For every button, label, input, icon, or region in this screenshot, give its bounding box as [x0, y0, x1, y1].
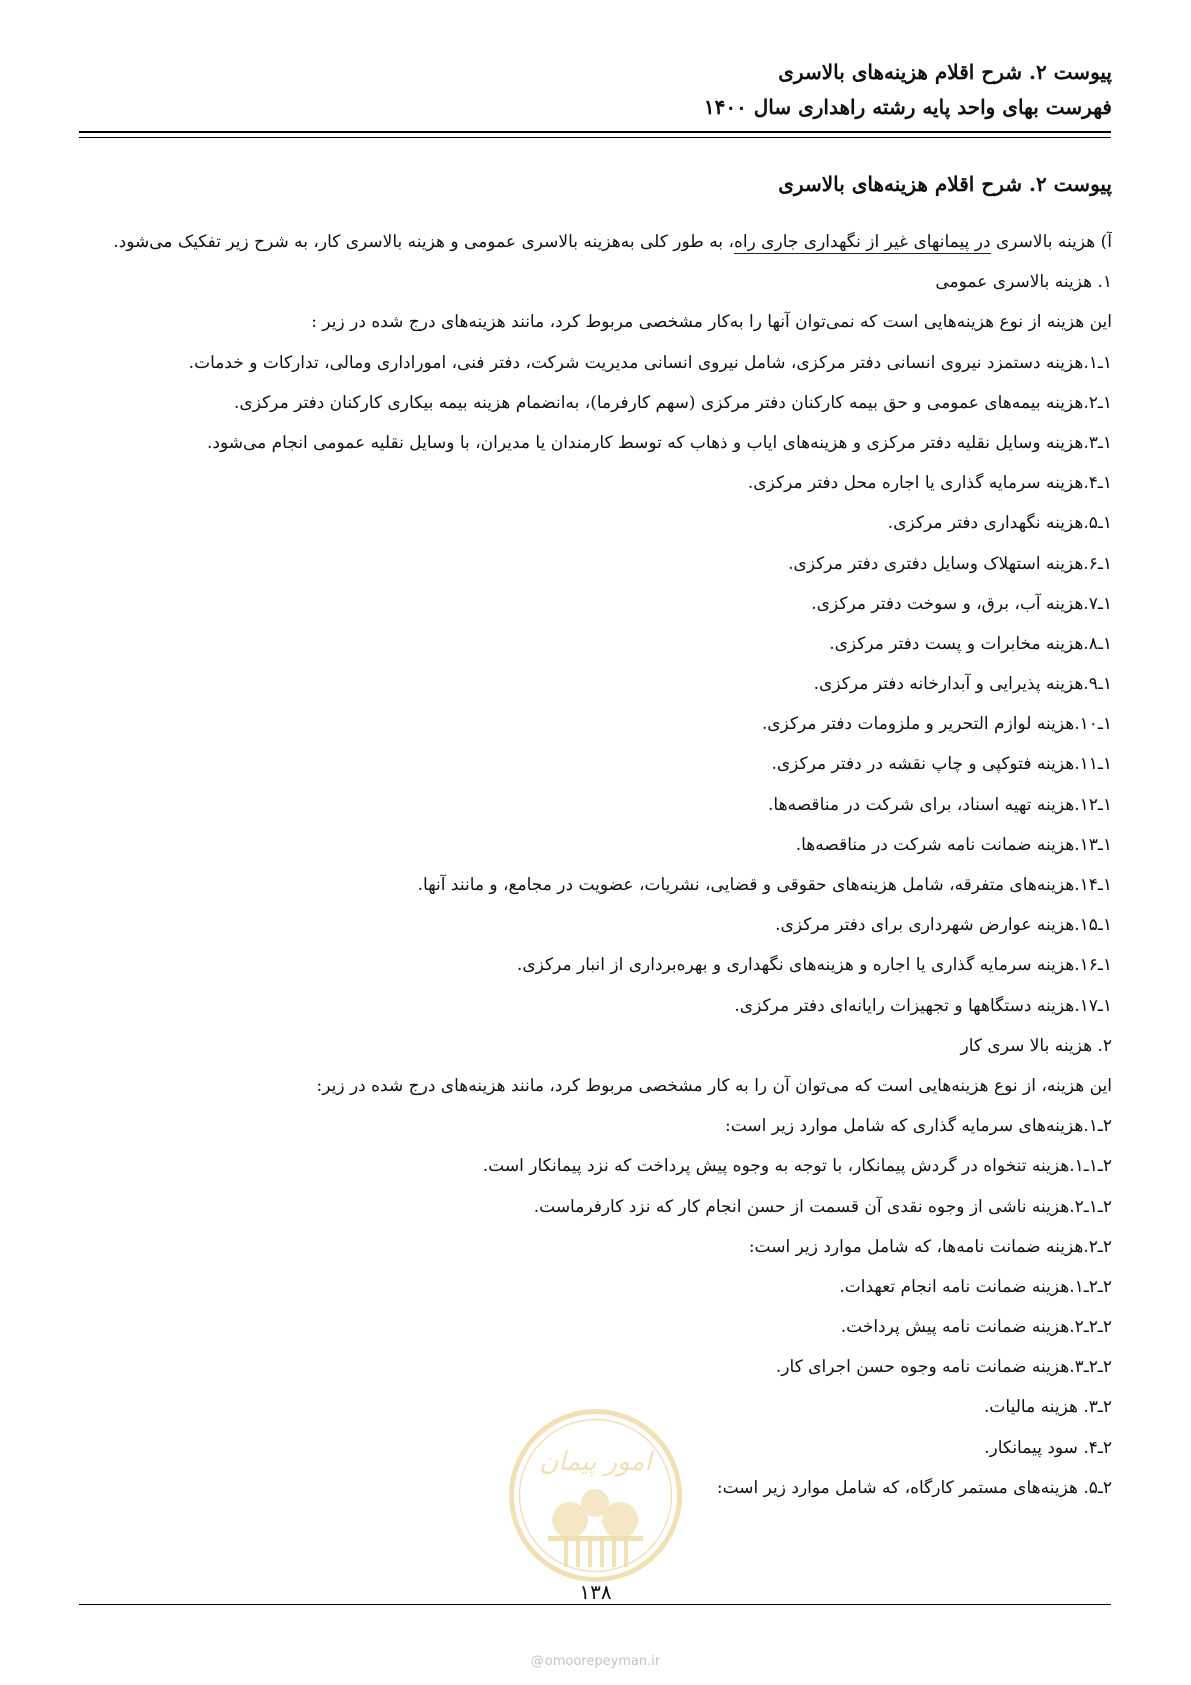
list-item: ۱ـ۱۷.هزینه دستگاهها و تجهیزات رایانه‌ای دفتر مرکزی. [734, 995, 1112, 1016]
intro-part2: ، به طور کلی به‌هزینه بالاسری عمومی و هزینه بالاسری کار، به شرح زیر تفکیک می‌شود. [113, 232, 734, 252]
section-title: پیوست ۲. شرح اقلام هزینه‌های بالاسری [778, 172, 1112, 196]
intro-underlined-phrase: در پیمانهای غیر از نگهداری جاری راه [733, 232, 991, 252]
list-item: ۱ـ۱۵.هزینه عوارض شهرداری برای دفتر مرکزی. [775, 915, 1112, 936]
list-item: ۲ـ۵. هزینه‌های مستمر کارگاه، که شامل موارد زیر است: [716, 1477, 1112, 1498]
at-sign-icon: @ [530, 1654, 544, 1669]
list-item: ۱ـ۹.هزینه پذیرایی و آبدارخانه دفتر مرکزی. [813, 674, 1112, 695]
list-item: ۱ـ۱۳.هزینه ضمانت نامه شرکت در مناقصه‌ها. [795, 834, 1112, 855]
intro-paragraph [80, 222, 1112, 262]
list-item: ۲ـ۳. هزینه مالیات. [984, 1397, 1112, 1418]
running-header-title: پیوست ۲. شرح اقلام هزینه‌های بالاسری [778, 60, 1112, 84]
watermark-url-text: omoorepeyman.ir [544, 1654, 661, 1669]
list-item: ۲ـ۲ـ۳.هزینه ضمانت نامه وجوه حسن اجرای کار. [775, 1357, 1112, 1378]
list-item: ۲ـ۱ـ۱.هزینه تنخواه در گردش پیمانکار، با توجه به وجوه پیش پرداخت که نزد پیمانکار است. [482, 1156, 1112, 1177]
list-item: ۱ـ۱۶.هزینه سرمایه گذاری یا اجاره و هزینه‌های نگهداری و بهره‌برداری از انبار مرکزی. [516, 955, 1112, 976]
watermark-logo-text: امور پیمان [539, 1447, 652, 1477]
heading-general-overhead: ۱. هزینه بالاسری عمومی [935, 272, 1112, 293]
list-item: ۱ـ۱۱.هزینه فتوکپی و چاپ نقشه در دفتر مرکزی. [771, 754, 1112, 775]
list-item: ۱ـ۵.هزینه نگهداری دفتر مرکزی. [887, 513, 1112, 534]
watermark-logo [508, 1408, 683, 1583]
list-item: ۲ـ۲.هزینه ضمانت نامه‌ها، که شامل موارد زیر است: [748, 1236, 1112, 1257]
header-rule-thick [79, 131, 1111, 133]
list-item: ۱ـ۱۲.هزینه تهیه اسناد، برای شرکت در مناقصه‌ها. [768, 794, 1112, 815]
list-item: ۱ـ۱۴.هزینه‌های متفرقه، شامل هزینه‌های حقوقی و قضایی، نشریات، عضویت در مجامع، و مانند آنها. [417, 875, 1112, 896]
heading-work-overhead: ۲. هزینه بالا سری کار [960, 1035, 1112, 1056]
page-number: ۱۳۸ [579, 1580, 612, 1604]
paragraph-general-overhead-desc: این هزینه از نوع هزینه‌هایی است که نمی‌توان آنها را به‌کار مشخصی مربوط کرد، مانند هزینه‌های درج شده در زیر : [311, 312, 1112, 333]
list-item: ۱ـ۸.هزینه مخابرات و پست دفتر مرکزی. [829, 633, 1112, 654]
list-item: ۲ـ۲ـ۱.هزینه ضمانت نامه انجام تعهدات. [839, 1276, 1112, 1297]
list-item: ۱ـ۳.هزینه وسایل نقلیه دفتر مرکزی و هزینه‌های ایاب و ذهاب که توسط کارمندان یا مدیران، با وسایل نقلیه عمومی انجام می‌شود. [206, 432, 1112, 453]
list-item: ۱ـ۱۰.هزینه لوازم التحریر و ملزومات دفتر مرکزی. [761, 714, 1112, 735]
intro-part1: آ) هزینه بالاسری [995, 232, 1112, 252]
header-rule-thin [79, 137, 1111, 138]
list-item: ۲ـ۲ـ۲.هزینه ضمانت نامه پیش پرداخت. [840, 1317, 1112, 1338]
list-item: ۱ـ۶.هزینه استهلاک وسایل دفتری دفتر مرکزی. [788, 553, 1112, 574]
watermark-url [0, 1654, 1191, 1669]
paragraph-work-overhead-desc: این هزینه، از نوع هزینه‌هایی است که می‌توان آن را به کار مشخصی مربوط کرد، مانند هزینه‌های درج شده در زیر: [316, 1075, 1112, 1096]
body-text [80, 222, 1112, 1508]
list-item: ۱ـ۷.هزینه آب، برق، و سوخت دفتر مرکزی. [811, 593, 1112, 614]
list-item: ۱ـ۲.هزینه بیمه‌های عمومی و حق بیمه کارکنان دفتر مرکزی (سهم کارفرما)، به‌انضمام هزینه بیمه بیکاری کارکنان دفتر مرکزی. [234, 392, 1112, 413]
list-item: ۲ـ۴. سود پیمانکار. [984, 1437, 1112, 1458]
list-item: ۲ـ۱ـ۲.هزینه ناشی از وجوه نقدی آن قسمت از حسن انجام کار که نزد کارفرماست. [533, 1196, 1112, 1217]
list-item: ۲ـ۱.هزینه‌های سرمایه گذاری که شامل موارد زیر است: [725, 1116, 1112, 1137]
footer-rule [79, 1604, 1111, 1605]
list-item: ۱ـ۱.هزینه دستمزد نیروی انسانی دفتر مرکزی، شامل نیروی انسانی مدیریت شرکت، دفتر فنی، اموراداری ومالی، تدارکات و خدمات. [188, 352, 1112, 373]
running-header-subtitle: فهرست بهای واحد پایه رشته راهداری سال ۱۴۰۰ [703, 95, 1112, 119]
list-item: ۱ـ۴.هزینه سرمایه گذاری یا اجاره محل دفتر مرکزی. [747, 473, 1112, 494]
